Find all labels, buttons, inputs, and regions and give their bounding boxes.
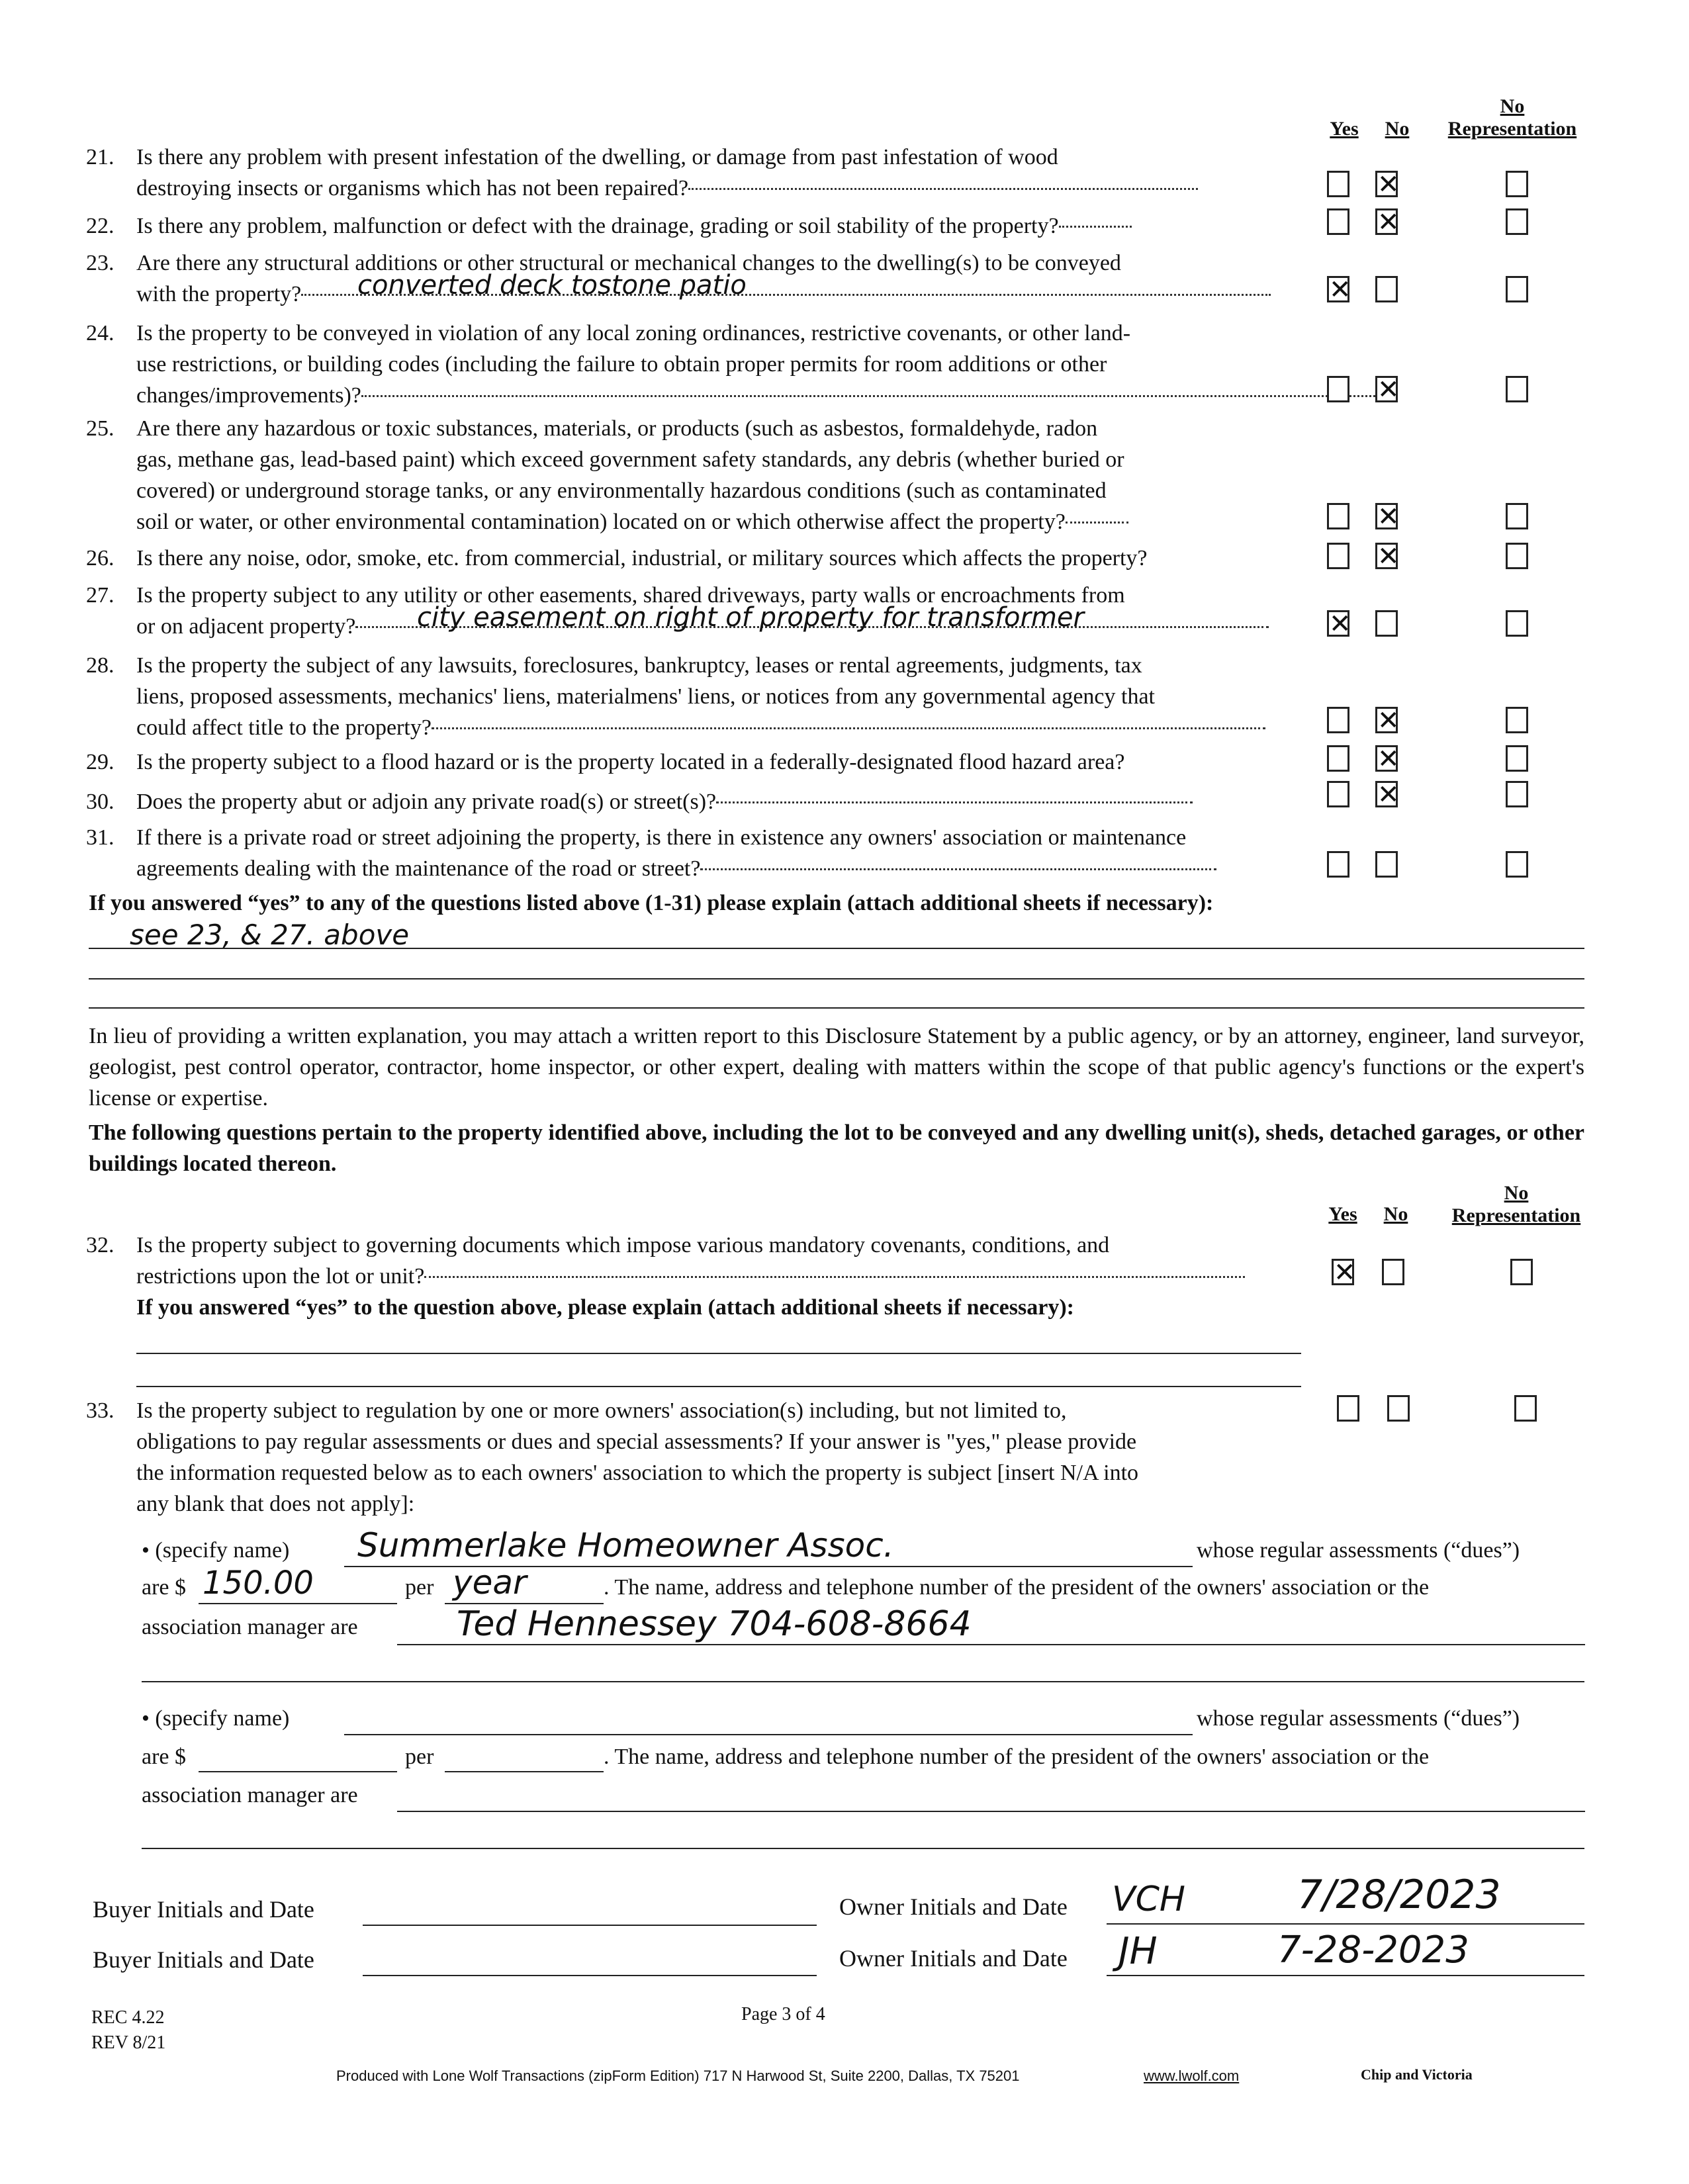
association-1-per-label: per bbox=[405, 1575, 434, 1600]
association-2-specify-label: • (specify name) bbox=[142, 1706, 290, 1731]
association-2-dues-text: whose regular assessments (“dues”) bbox=[1197, 1706, 1520, 1731]
explain-handwritten-answer: see 23, & 27. above bbox=[130, 919, 410, 951]
owner-2-initials-handwritten: JH bbox=[1118, 1930, 1158, 1973]
q28-no-checkbox[interactable] bbox=[1375, 705, 1400, 736]
association-2-per-label: per bbox=[405, 1745, 434, 1769]
q26-no-representation-checkbox[interactable] bbox=[1506, 543, 1528, 569]
q32-no-representation-checkbox[interactable] bbox=[1510, 1259, 1533, 1285]
q21-yes-checkbox[interactable] bbox=[1327, 171, 1349, 197]
q28-no-representation-checkbox[interactable] bbox=[1506, 707, 1528, 733]
q23-yes-checkbox[interactable] bbox=[1327, 275, 1351, 305]
buyer-initials-field-2[interactable] bbox=[363, 1975, 817, 1976]
x-mark-icon: ✕ bbox=[1377, 375, 1400, 405]
explain-line-2[interactable] bbox=[89, 978, 1584, 979]
lwolf-link[interactable]: www.lwolf.com bbox=[1144, 2068, 1240, 2084]
q30-no-representation-checkbox[interactable] bbox=[1506, 781, 1528, 807]
association-1-dues-text: whose regular assessments (“dues”) bbox=[1197, 1538, 1520, 1563]
form-code: REC 4.22 REV 8/21 bbox=[91, 2007, 166, 2053]
owner-initials-label-1: Owner Initials and Date bbox=[839, 1893, 1068, 1920]
following-questions-paragraph: The following questions pertain to the property identified above, including the lot to be conveyed and any dwelling unit(s), sheds, detached garages, or other buildings located thereon. bbox=[89, 1120, 1584, 1176]
association-1-amount-field[interactable] bbox=[199, 1603, 397, 1604]
association-1-manager-text: . The name, address and telephone number of the president of the owners' association or the bbox=[604, 1575, 1430, 1600]
explain-line-1[interactable] bbox=[89, 948, 1584, 949]
x-mark-icon: ✕ bbox=[1377, 780, 1400, 810]
q30-yes-checkbox[interactable] bbox=[1327, 781, 1349, 807]
x-mark-icon: ✕ bbox=[1377, 705, 1400, 736]
q30-no-checkbox[interactable] bbox=[1375, 780, 1400, 810]
q22-yes-checkbox[interactable] bbox=[1327, 208, 1349, 235]
q25-yes-checkbox[interactable] bbox=[1327, 503, 1349, 529]
buyer-initials-label-2: Buyer Initials and Date bbox=[93, 1946, 314, 1973]
no-column-header: No bbox=[1385, 118, 1410, 140]
owner-2-date-handwritten: 7-28-2023 bbox=[1277, 1929, 1469, 1972]
q29-yes-checkbox[interactable] bbox=[1327, 745, 1349, 772]
form-revision: REV 8/21 bbox=[91, 2032, 166, 2053]
q22-no-checkbox[interactable] bbox=[1375, 207, 1400, 238]
q23-no-checkbox[interactable] bbox=[1375, 276, 1398, 302]
q26-yes-checkbox[interactable] bbox=[1327, 543, 1349, 569]
association-2-manager-field[interactable] bbox=[397, 1811, 1585, 1812]
x-mark-icon: ✕ bbox=[1377, 502, 1400, 532]
produced-by-text: Produced with Lone Wolf Transactions (zipForm Edition) 717 N Harwood St, Suite 2200, Dallas, TX 75201 bbox=[336, 2068, 1020, 2084]
q33-no-checkbox[interactable] bbox=[1387, 1395, 1410, 1422]
q23-no-representation-checkbox[interactable] bbox=[1506, 276, 1528, 302]
x-mark-icon: ✕ bbox=[1377, 207, 1400, 238]
x-mark-icon: ✕ bbox=[1329, 609, 1351, 639]
association-1-extra-line[interactable] bbox=[142, 1681, 1584, 1682]
q29-no-representation-checkbox[interactable] bbox=[1506, 745, 1528, 772]
owner-initials-label-2: Owner Initials and Date bbox=[839, 1945, 1068, 1972]
page-number: Page 3 of 4 bbox=[741, 2004, 825, 2025]
q28-yes-checkbox[interactable] bbox=[1327, 707, 1349, 733]
q24-no-checkbox[interactable] bbox=[1375, 375, 1400, 405]
association-1-are-label: are $ bbox=[142, 1575, 187, 1600]
q31-yes-checkbox[interactable] bbox=[1327, 851, 1349, 878]
q26-no-checkbox[interactable] bbox=[1375, 541, 1400, 572]
q27-handwritten-answer: city easement on right of property for transformer bbox=[417, 602, 1084, 633]
q29-no-checkbox[interactable] bbox=[1375, 745, 1398, 772]
q32-explain-line-2[interactable] bbox=[136, 1386, 1301, 1387]
q27-no-representation-checkbox[interactable] bbox=[1506, 610, 1528, 637]
association-2-extra-line[interactable] bbox=[142, 1848, 1584, 1849]
association-2-amount-field[interactable] bbox=[199, 1771, 397, 1772]
association-1-specify-label: • (specify name) bbox=[142, 1538, 290, 1563]
q24-yes-checkbox[interactable] bbox=[1327, 376, 1349, 402]
association-2-name-field[interactable] bbox=[344, 1734, 1193, 1735]
explain-prompt: If you answered “yes” to any of the questions listed above (1-31) please explain (attach additional sheets if necessary): bbox=[89, 891, 1214, 915]
client-name: Chip and Victoria bbox=[1361, 2066, 1473, 2083]
association-2-manager-label: association manager are bbox=[142, 1783, 358, 1807]
q21-no-representation-checkbox[interactable] bbox=[1506, 171, 1528, 197]
association-1-manager-label: association manager are bbox=[142, 1615, 358, 1639]
buyer-initials-label-1: Buyer Initials and Date bbox=[93, 1896, 314, 1923]
association-1-manager-handwritten: Ted Hennessey 704-608-8664 bbox=[457, 1604, 972, 1644]
association-1-manager-field[interactable] bbox=[397, 1644, 1585, 1645]
yes-column-header-2: Yes bbox=[1328, 1203, 1357, 1225]
x-mark-icon: ✕ bbox=[1377, 541, 1400, 572]
q24-no-representation-checkbox[interactable] bbox=[1506, 376, 1528, 402]
association-2-are-label: are $ bbox=[142, 1745, 187, 1769]
x-mark-icon: ✕ bbox=[1329, 275, 1351, 305]
q25-no-representation-checkbox[interactable] bbox=[1506, 503, 1528, 529]
q27-yes-checkbox[interactable] bbox=[1327, 610, 1349, 637]
in-lieu-paragraph: In lieu of providing a written explanation, you may attach a written report to this Disclosure Statement by a public agency, or by an attorney, engineer, land surveyor, geologist, pest control operator, contractor, home inspector, or other expert, dealing with matters within the scope of that public agency's functions or the expert's license or expertise. bbox=[89, 1024, 1584, 1111]
q27-no-checkbox[interactable] bbox=[1375, 610, 1398, 637]
association-1-amount-handwritten: 150.00 bbox=[203, 1565, 314, 1602]
x-mark-icon: ✕ bbox=[1377, 744, 1400, 774]
q31-no-representation-checkbox[interactable] bbox=[1506, 851, 1528, 878]
owner-1-initials-handwritten: VCH bbox=[1112, 1880, 1185, 1919]
association-2-period-field[interactable] bbox=[445, 1771, 604, 1772]
q22-no-representation-checkbox[interactable] bbox=[1506, 208, 1528, 235]
q33-yes-checkbox[interactable] bbox=[1337, 1395, 1359, 1422]
q31-no-checkbox[interactable] bbox=[1375, 851, 1398, 878]
association-1-name-handwritten: Summerlake Homeowner Assoc. bbox=[357, 1526, 894, 1565]
q33-no-representation-checkbox[interactable] bbox=[1514, 1395, 1537, 1422]
association-2-manager-text: . The name, address and telephone number of the president of the owners' association or the bbox=[604, 1745, 1430, 1769]
q32-explain-line-1[interactable] bbox=[136, 1353, 1301, 1354]
q25-no-checkbox[interactable] bbox=[1375, 502, 1400, 532]
x-mark-icon: ✕ bbox=[1334, 1257, 1356, 1288]
no-representation-column-header: No Representation bbox=[1447, 95, 1577, 140]
x-mark-icon: ✕ bbox=[1377, 169, 1400, 200]
q23-handwritten-answer: converted deck tostone patio bbox=[357, 270, 747, 300]
no-representation-column-header-2: No Representation bbox=[1451, 1182, 1581, 1226]
owner-initials-field-1[interactable] bbox=[1107, 1923, 1584, 1925]
q32-yes-checkbox[interactable] bbox=[1332, 1257, 1356, 1288]
q21-no-checkbox[interactable] bbox=[1375, 169, 1400, 200]
q32-no-checkbox[interactable] bbox=[1382, 1259, 1404, 1285]
association-1-period-handwritten: year bbox=[453, 1563, 527, 1602]
owner-initials-field-2[interactable] bbox=[1107, 1975, 1584, 1976]
yes-column-header: Yes bbox=[1330, 118, 1359, 140]
owner-1-date-handwritten: 7/28/2023 bbox=[1297, 1872, 1501, 1918]
no-column-header-2: No bbox=[1383, 1203, 1408, 1225]
explain-line-3[interactable] bbox=[89, 1007, 1584, 1009]
buyer-initials-field-1[interactable] bbox=[363, 1925, 817, 1926]
